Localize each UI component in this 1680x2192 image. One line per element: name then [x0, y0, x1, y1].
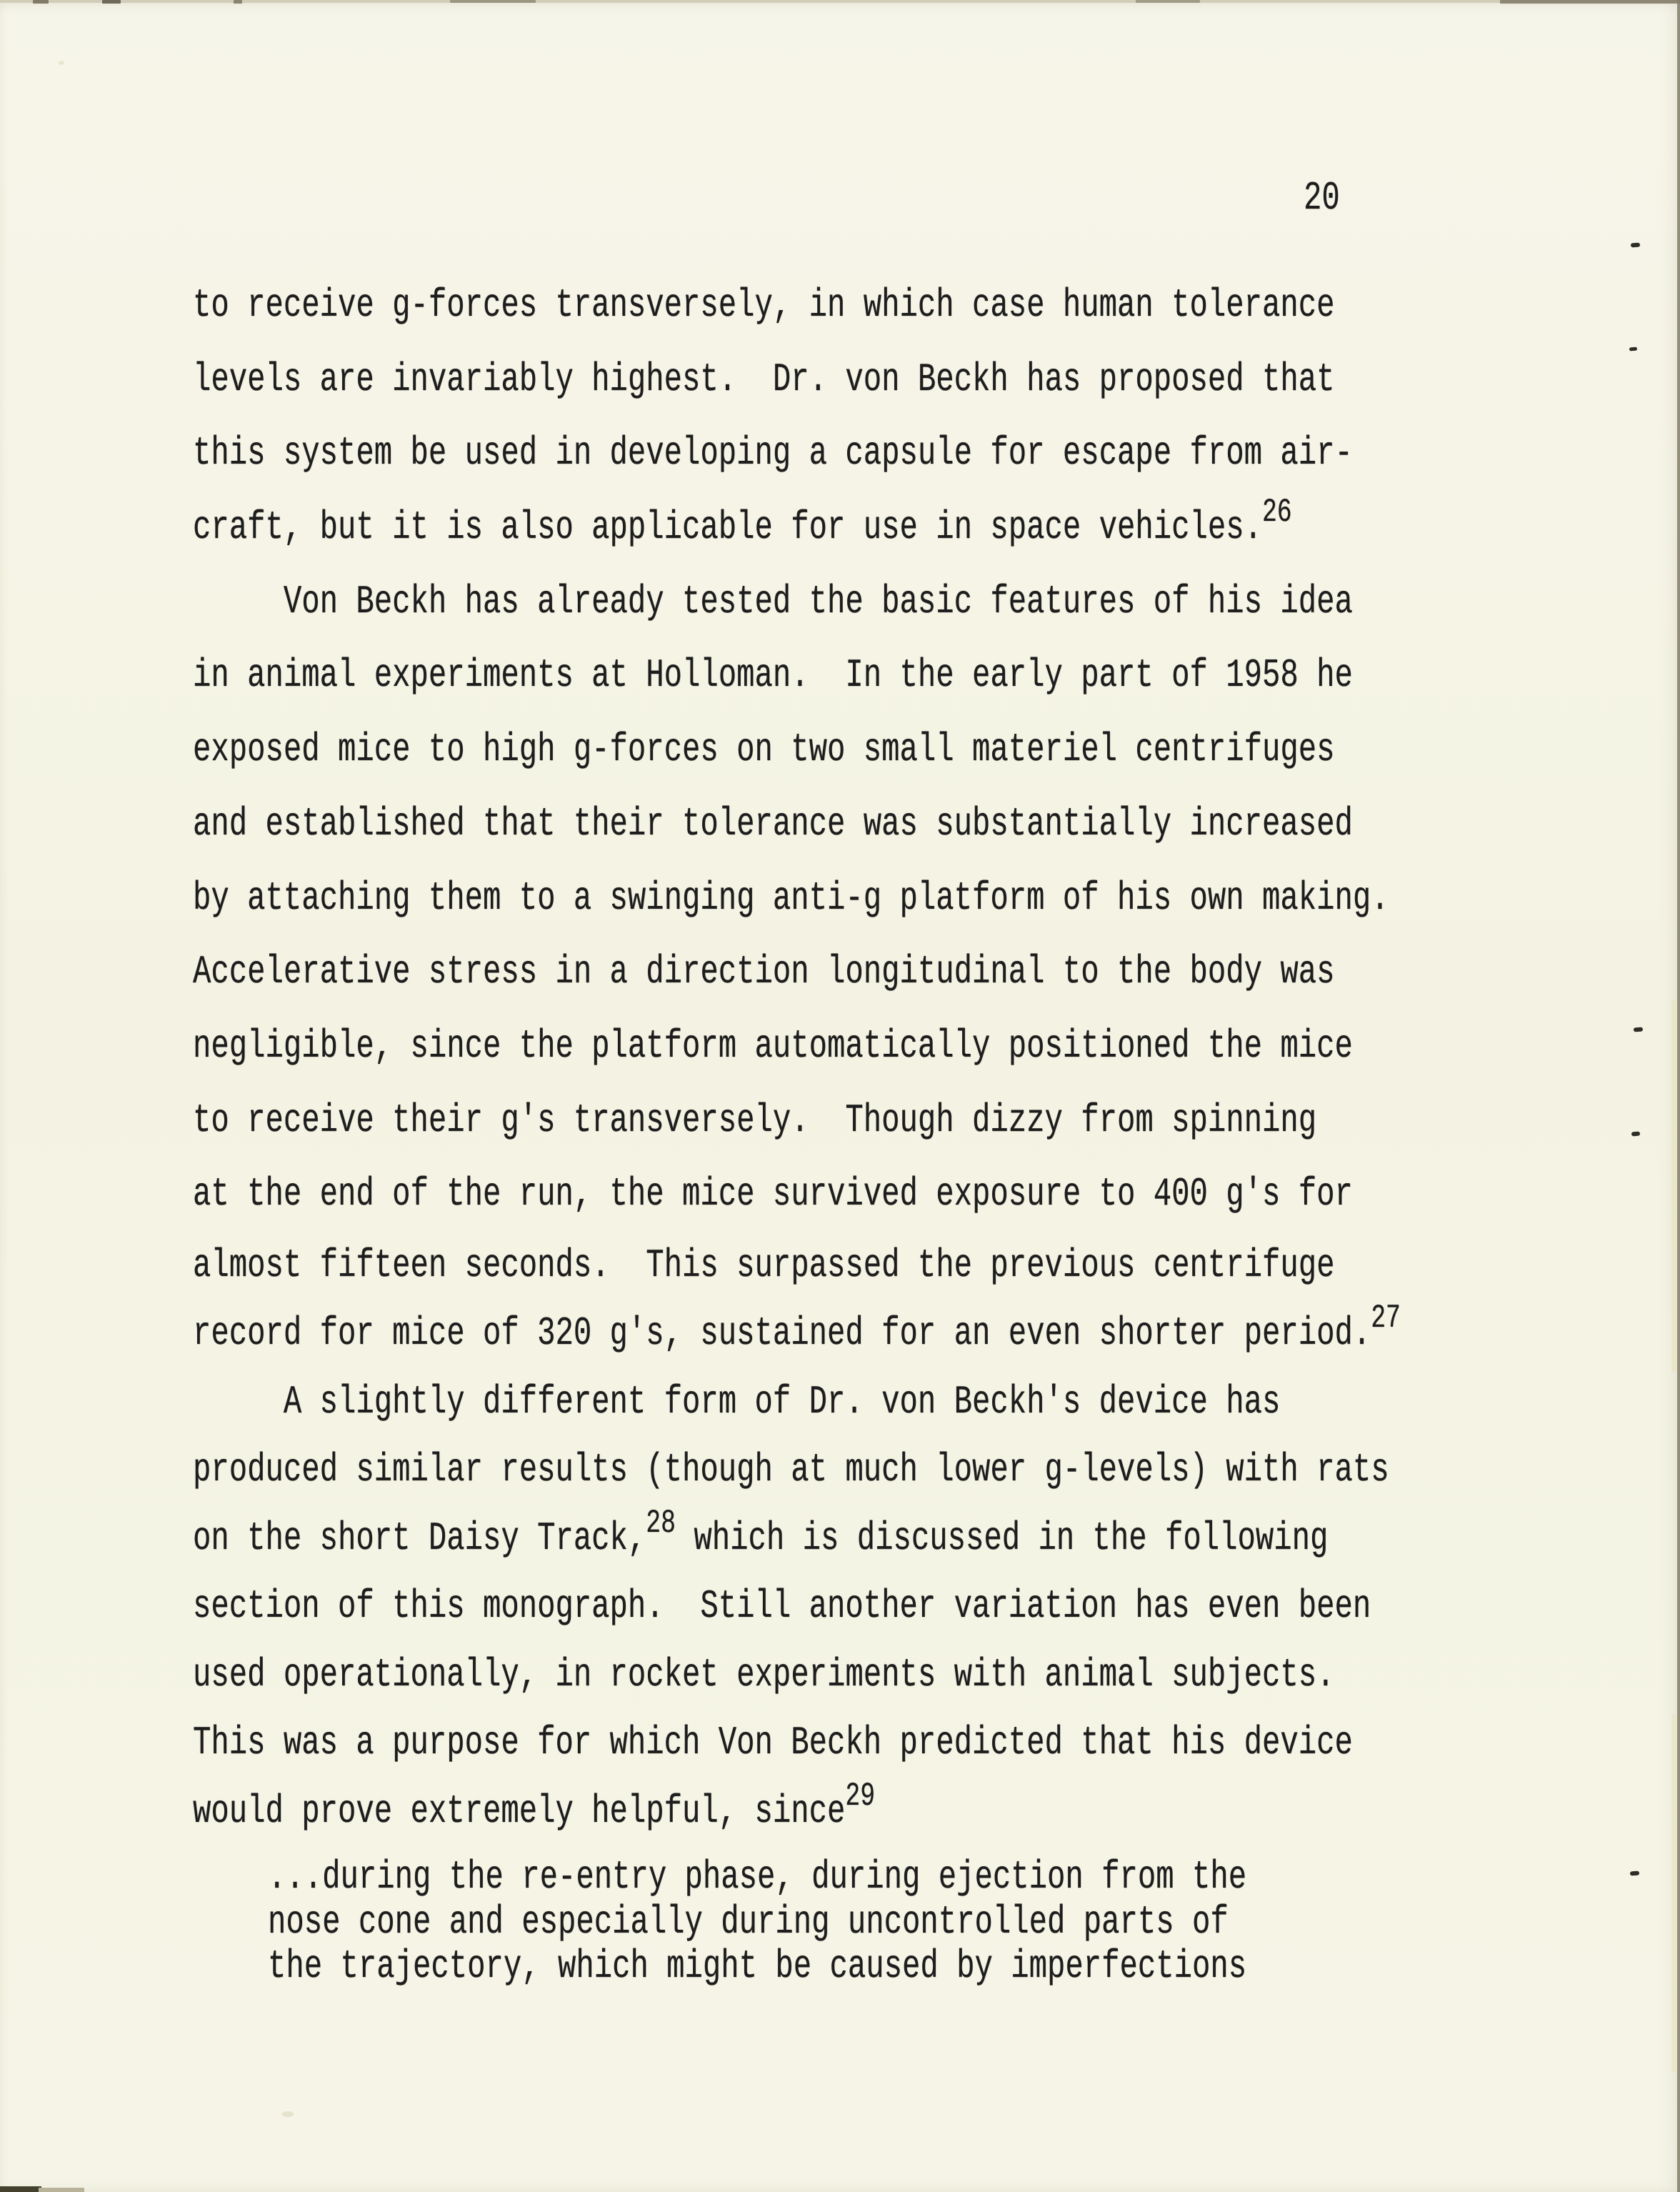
text-line [193, 343, 1595, 417]
line-text: A slightly different form of Dr. von Beckh's device has [193, 1378, 1281, 1425]
line-text: Accelerative stress in a direction longitudinal to the body was [193, 949, 1335, 995]
line-text: at the end of the run, the mice survived exposure to 400 g's for [193, 1171, 1353, 1217]
text-line [193, 1436, 1595, 1505]
text-line [193, 787, 1595, 862]
scan-edge-segment [102, 0, 121, 4]
text-line [193, 417, 1595, 491]
footnote-ref: 26 [1261, 494, 1292, 532]
line-text: the trajectory, which might be caused by imperfections [268, 1943, 1247, 1990]
text-line [193, 1641, 1595, 1710]
scan-edge-top [0, 0, 1680, 3]
paper-speck [59, 61, 64, 65]
scan-edge-segment [1500, 0, 1680, 4]
text-line [193, 935, 1595, 1010]
line-text: levels are invariably highest. Dr. von Beckh has proposed that [193, 356, 1335, 402]
line-text: almost fifteen seconds. This surpassed the previous centrifuge [193, 1242, 1335, 1288]
text-line [193, 1505, 1595, 1573]
block-quote [193, 1855, 1680, 1989]
line-text: record for mice of 320 g's, sustained for an even shorter period. [193, 1310, 1371, 1357]
line-text: section of this monograph. Still another variation has even been [193, 1583, 1371, 1630]
scan-mark-bottom-left [0, 2186, 41, 2192]
scan-edge-segment [450, 0, 536, 3]
text-line [193, 1573, 1595, 1641]
line-text: used operationally, in rocket experiments with animal subjects. [193, 1651, 1335, 1698]
quote-line [268, 1900, 1614, 1945]
text-block [193, 269, 1680, 1989]
page-number: 20 [1304, 175, 1340, 221]
text-line [193, 1084, 1595, 1158]
scan-edge-segment [234, 0, 242, 4]
line-text: this system be used in developing a capsule for escape from air- [193, 430, 1353, 477]
line-text: in animal experiments at Holloman. In the early part of 1958 he [193, 652, 1353, 699]
text-line [193, 491, 1595, 565]
line-text: which is discussed in the following [675, 1515, 1329, 1561]
quote-line [268, 1855, 1614, 1900]
text-line [193, 565, 1595, 639]
text-line [193, 1778, 1595, 1846]
text-line [193, 1157, 1595, 1232]
scan-edge-segment [33, 0, 49, 4]
text-line [193, 269, 1595, 343]
text-line [193, 862, 1595, 936]
line-text: would prove extremely helpful, since [193, 1788, 846, 1834]
scan-mark-bottom-left [39, 2188, 84, 2192]
line-text: by attaching them to a swinging anti-g platform of his own making. [193, 875, 1389, 921]
footnote-ref: 29 [845, 1777, 876, 1815]
text-line [193, 639, 1595, 713]
text-line [193, 1010, 1595, 1084]
text-line [193, 1368, 1595, 1437]
line-text: on the short Daisy Track, [193, 1515, 646, 1561]
quote-line [268, 1944, 1614, 1989]
line-text: negligible, since the platform automatically positioned the mice [193, 1022, 1353, 1069]
line-text: to receive their g's transversely. Though dizzy from spinning [193, 1097, 1317, 1143]
scan-edge-segment [1136, 0, 1200, 3]
text-line [193, 1232, 1595, 1300]
paper-speck [282, 2111, 294, 2117]
margin-tick [1631, 243, 1640, 248]
line-text: This was a purpose for which Von Beckh predicted that his device [193, 1720, 1353, 1766]
line-text: exposed mice to high g-forces on two small materiel centrifuges [193, 727, 1335, 773]
line-text: produced similar results (though at much lower g-levels) with rats [193, 1447, 1389, 1493]
line-text: to receive g-forces transversely, in which case human tolerance [193, 282, 1335, 328]
footnote-ref: 27 [1371, 1300, 1401, 1337]
line-text: craft, but it is also applicable for use in space vehicles. [193, 504, 1262, 551]
line-text: Von Beckh has already tested the basic features of his idea [193, 578, 1353, 624]
footnote-ref: 28 [646, 1504, 676, 1542]
text-line [193, 713, 1595, 787]
text-line [193, 1709, 1595, 1778]
line-text: and established that their tolerance was substantially increased [193, 800, 1353, 847]
text-line [193, 1300, 1595, 1368]
line-text: ...during the re-entry phase, during ejection from the [268, 1854, 1247, 1900]
line-text: nose cone and especially during uncontrolled parts of [268, 1898, 1229, 1945]
